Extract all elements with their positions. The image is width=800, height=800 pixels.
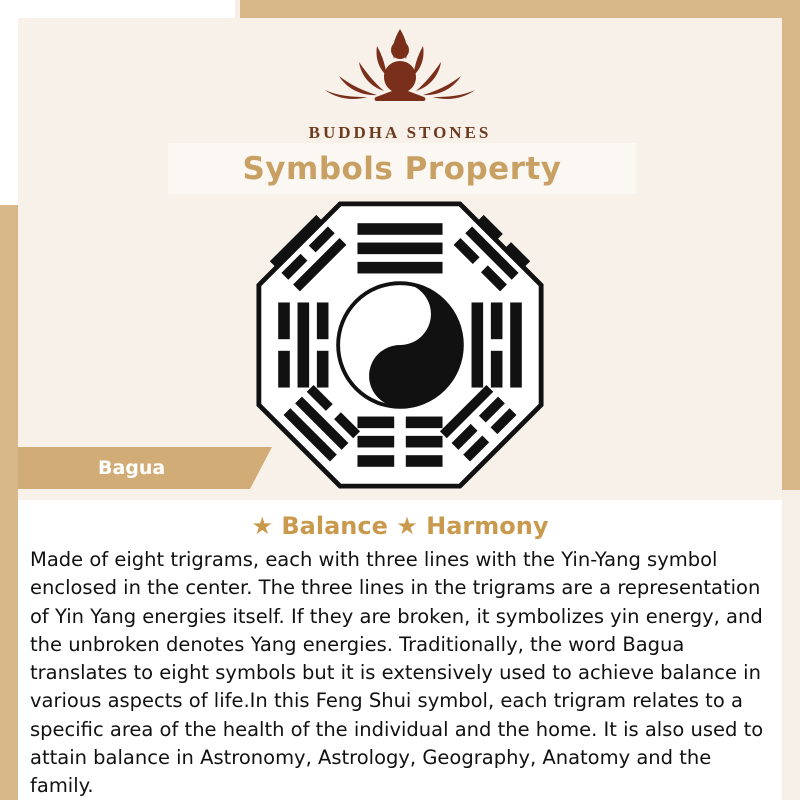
top-right-band (240, 0, 800, 18)
star-icon-left: ★ (251, 512, 274, 540)
section-label: Bagua (98, 457, 166, 479)
ribbon-notch (250, 447, 272, 489)
section-label-ribbon (18, 447, 250, 489)
tagline-word-balance: Balance (281, 512, 388, 540)
brand-name: BUDDHA STONES (308, 123, 492, 142)
top-left-white (0, 0, 235, 18)
description-paragraph: Made of eight trigrams, each with three lines with the Yin-Yang symbol enclosed in the center. The three lines in the trigrams are a representation of Yin Yang energies itself. If they are broken, it symbolizes yin energy, and the unbroken denotes Yang energies. Traditionally, the word Bagua translates to eight symbols but it is extensively used to achieve balance in various aspects of life.In this Feng Shui symbol, each trigram relates to a specific area of the health of the individual and the home. It is also used to attain balance in Astronomy, Astrology, Geography, Anatomy and the family. (30, 548, 764, 798)
content-panel (18, 500, 782, 800)
lotus-meditation-icon (315, 24, 485, 119)
tagline (30, 512, 770, 540)
tagline-word-harmony: Harmony (426, 512, 549, 540)
brand-logo (0, 24, 800, 143)
bagua-yin-yang-icon (255, 200, 545, 490)
star-icon-middle: ★ (396, 512, 418, 540)
title-bar (168, 143, 636, 194)
page-title: Symbols Property (242, 150, 562, 187)
